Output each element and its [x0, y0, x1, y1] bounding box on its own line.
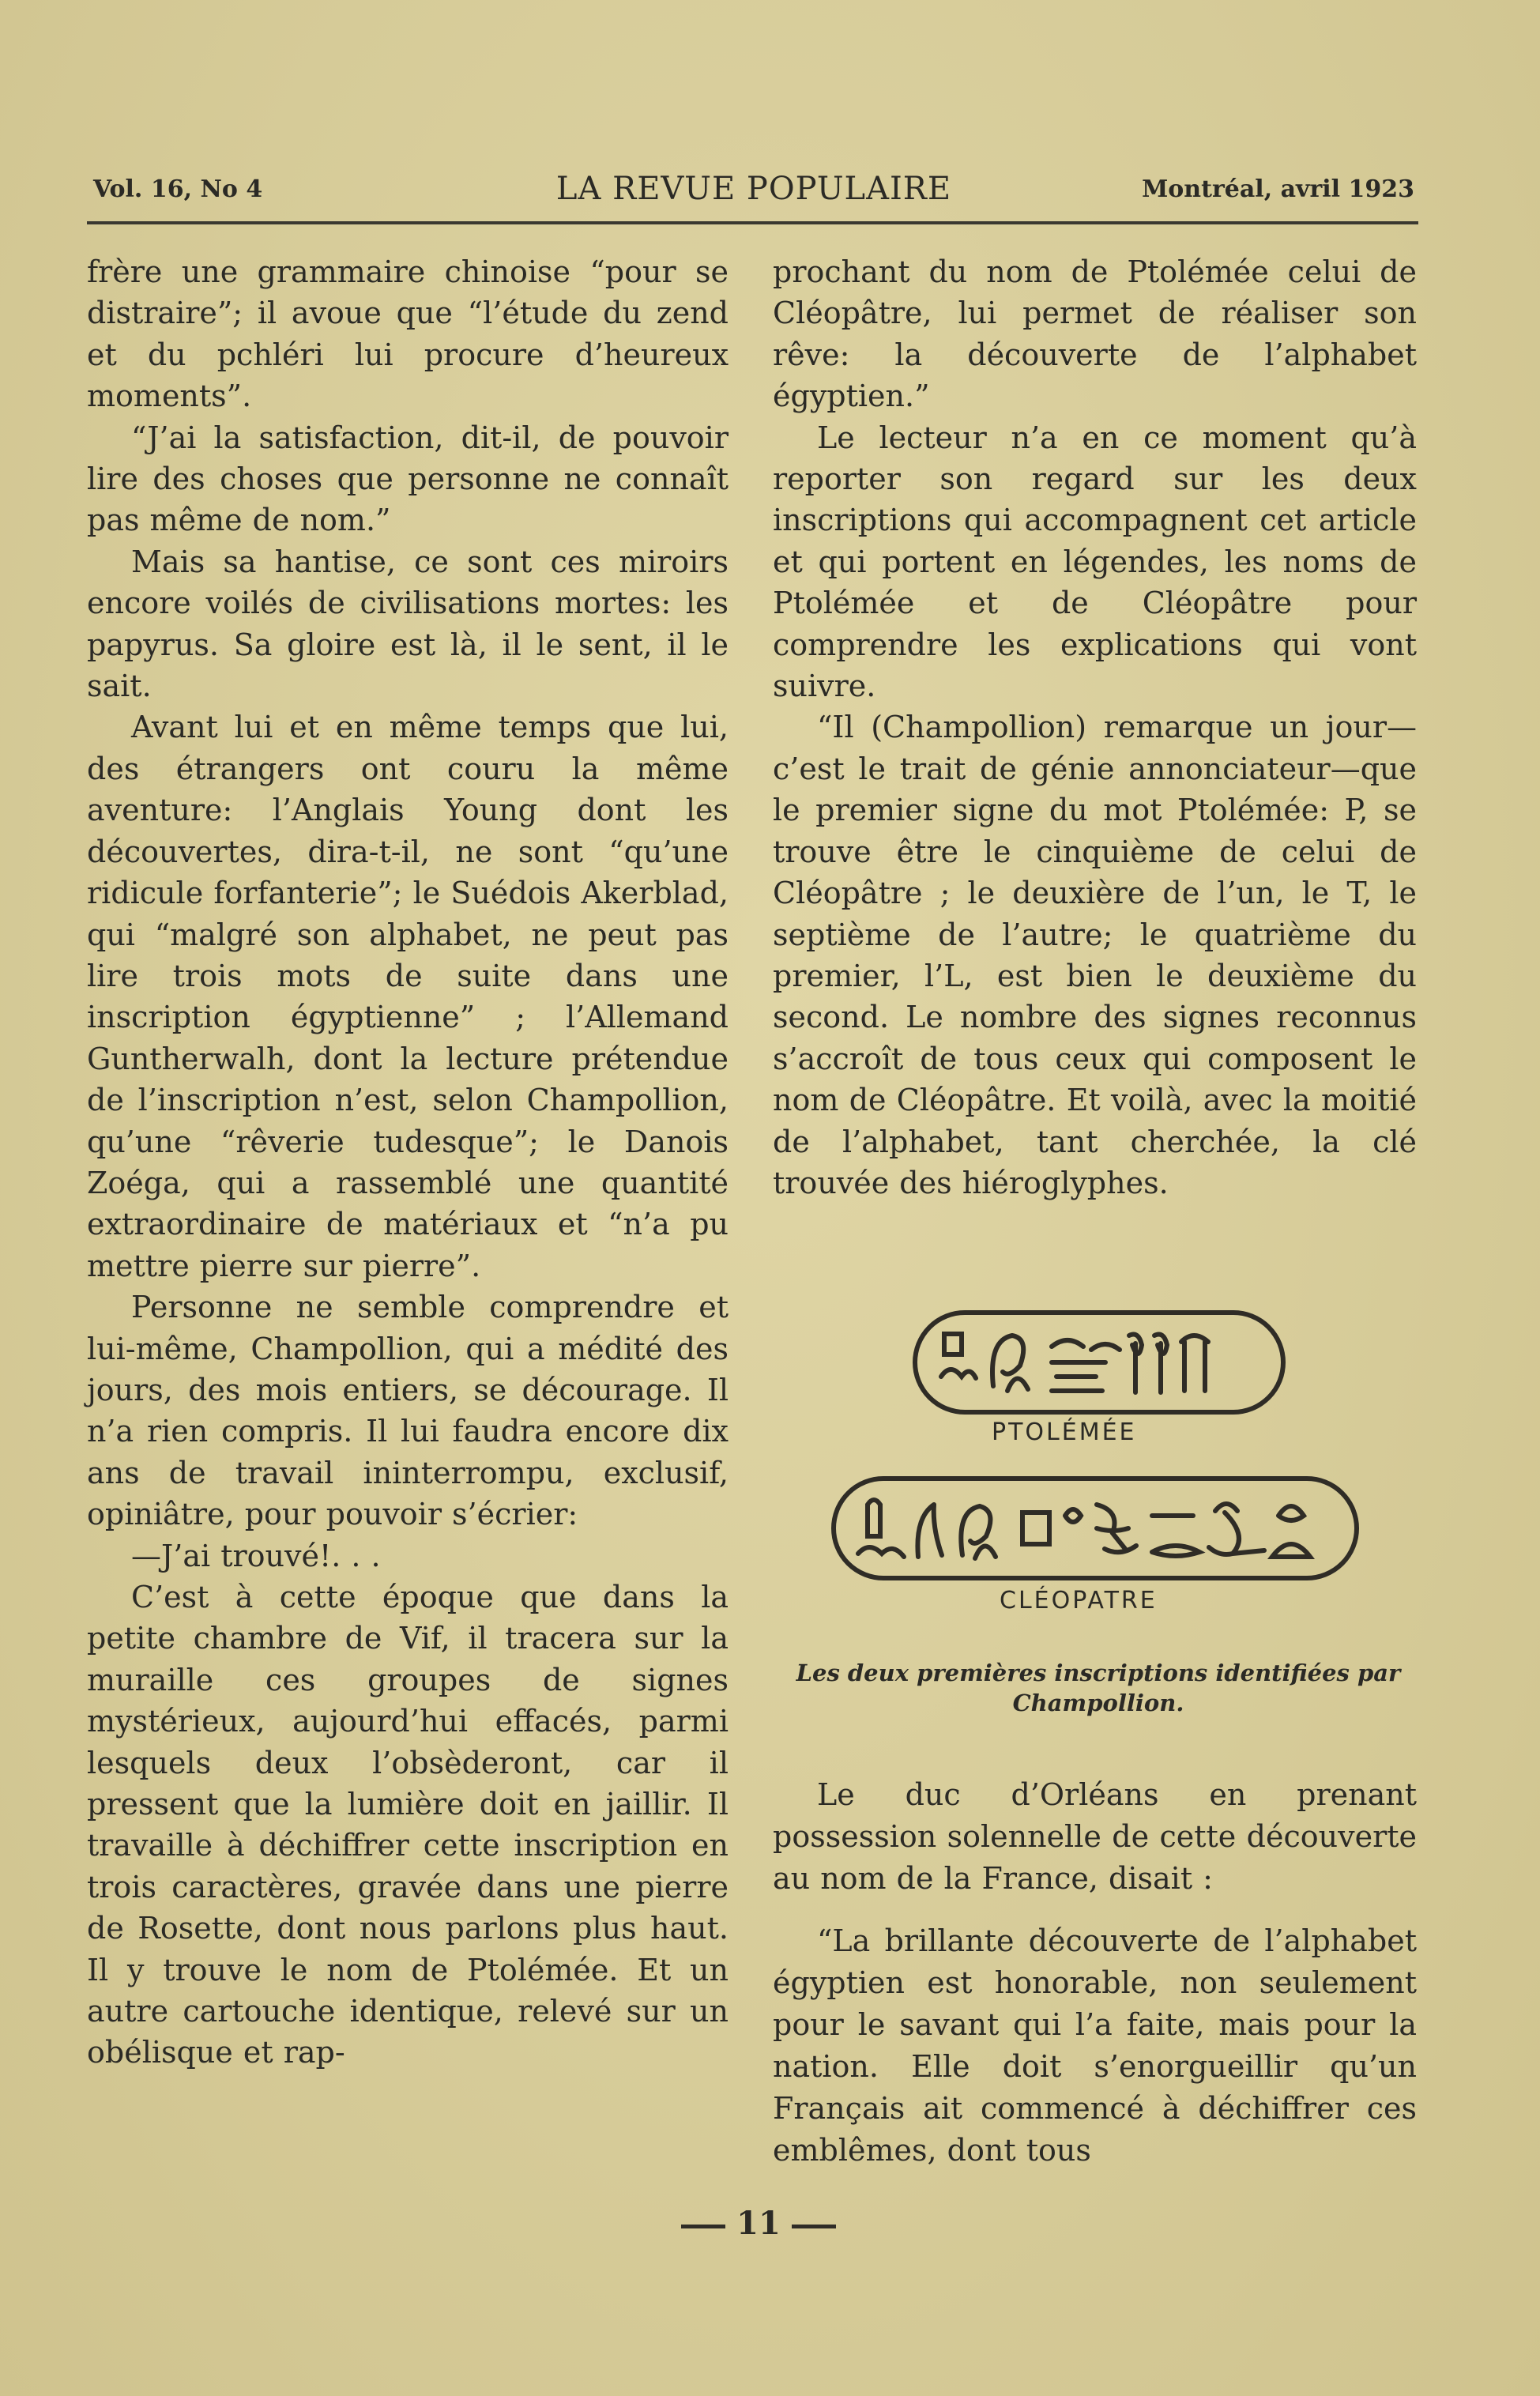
- left-column: [87, 251, 729, 2074]
- dateline: Montréal, avril 1923: [1142, 175, 1414, 203]
- paragraph: Le duc d’Orléans en prenant possession solennelle de cette découverte au nom de la France, disait :: [773, 1777, 1417, 1896]
- paragraph: Mais sa hantise, ce sont ces miroirs encore voilés de civilisations mortes: les papyrus. Sa gloire est là, il le sent, il le sait.: [87, 544, 729, 704]
- dash-ornament: [681, 2225, 725, 2228]
- figure-caption: Les deux premières inscriptions identifiées par Champollion.: [796, 1659, 1401, 1716]
- paragraph: prochant du nom de Ptolémée celui de Cléopâtre, lui permet de réaliser son rêve: la découverte de l’alphabet égyptien.”: [773, 254, 1417, 414]
- right-column-continued: [773, 1774, 1417, 2172]
- cleopatra-label: CLÉOPATRE: [1000, 1587, 1158, 1614]
- header-rule: [87, 221, 1418, 224]
- paragraph: Avant lui et en même temps que lui, des étrangers ont couru la même aventure: l’Anglais Young dont les découvertes, dira-t-il, ne sont “qu’une ridicule forfanterie”; le Suédois Akerblad, qui “malgré son alphabet, ne peut pas lire trois mots de suite dans une inscription égyptienne” ; l’Allemand Guntherwalh, dont la lecture prétendue de l’inscription n’est, selon Champollion, qu’une “rêverie tudesque”; le Danois Zoéga, qui a rassemblé une quantité extraordinaire de matériaux et “n’a pu mettre pierre sur pierre”.: [87, 710, 729, 1283]
- paragraph: frère une grammaire chinoise “pour se distraire”; il avoue que “l’étude du zend et du pchléri lui procure d’heureux moments”.: [87, 254, 729, 414]
- paragraph: C’est à cette époque que dans la petite chambre de Vif, il tracera sur la muraille ces groupes de signes mystérieux, aujourd’hui effacés, parmi lesquels deux l’obsèderont, car il pressent que la lumière doit en jaillir. Il travaille à déchiffrer cette inscription en trois caractères, gravée dans une pierre de Rosette, dont nous parlons plus haut. Il y trouve le nom de Ptolémée. Et un autre cartouche identique, relevé sur un obélisque et rap-: [87, 1580, 729, 2070]
- paragraph: Personne ne semble comprendre et lui-même, Champollion, qui a médité des jours, des mois entiers, se décourage. Il n’a rien compris. Il lui faudra encore dix ans de travail ininterrompu, exclusif, opiniâtre, pour pouvoir s’écrier:: [87, 1290, 729, 1532]
- ptolemy-hieroglyphs-icon: [917, 1315, 1281, 1410]
- volume-label: Vol. 16, No 4: [93, 175, 263, 203]
- paragraph: —J’ai trouvé!. . .: [131, 1538, 381, 1573]
- page-number-value: 11: [736, 2205, 781, 2242]
- cleopatra-hieroglyphs-icon: [836, 1481, 1354, 1576]
- page-number: [656, 2205, 861, 2242]
- dash-ornament: [792, 2225, 836, 2228]
- ptolemy-cartouche: [913, 1310, 1286, 1415]
- right-column: [773, 251, 1417, 1204]
- ptolemy-label: PTOLÉMÉE: [992, 1418, 1137, 1446]
- cleopatra-cartouche: [831, 1476, 1359, 1580]
- paragraph: “La brillante découverte de l’alphabet égyptien est honorable, non seulement pour le savant qui l’a faite, mais pour la nation. Elle doit s’enorgueillir qu’un Français ait commencé à déchiffrer ces emblêmes, dont tous: [773, 1923, 1417, 2168]
- hieroglyph-figure: [796, 1304, 1401, 1746]
- running-header: [93, 171, 1414, 210]
- paragraph: Le lecteur n’a en ce moment qu’à reporter son regard sur les deux inscriptions qui accompagnent cet article et qui portent en légendes, les noms de Ptolémée et de Cléopâtre pour comprendre les explications qui vont suivre.: [773, 420, 1417, 704]
- journal-title: LA REVUE POPULAIRE: [555, 171, 952, 207]
- paragraph: “J’ai la satisfaction, dit-il, de pouvoir lire des choses que personne ne connaît pas même de nom.”: [87, 420, 729, 538]
- paragraph: “Il (Champollion) remarque un jour—c’est le trait de génie annonciateur—que le premier signe du mot Ptolémée: P, se trouve être le cinquième de celui de Cléopâtre ; le deuxière de l’un, le T, le septième de l’autre; le quatrième du premier, l’L, est bien le deuxième du second. Le nombre des signes reconnus s’accroît de tous ceux qui composent le nom de Cléopâtre. Et voilà, avec la moitié de l’alphabet, tant cherchée, la clé trouvée des hiéroglyphes.: [773, 710, 1417, 1200]
